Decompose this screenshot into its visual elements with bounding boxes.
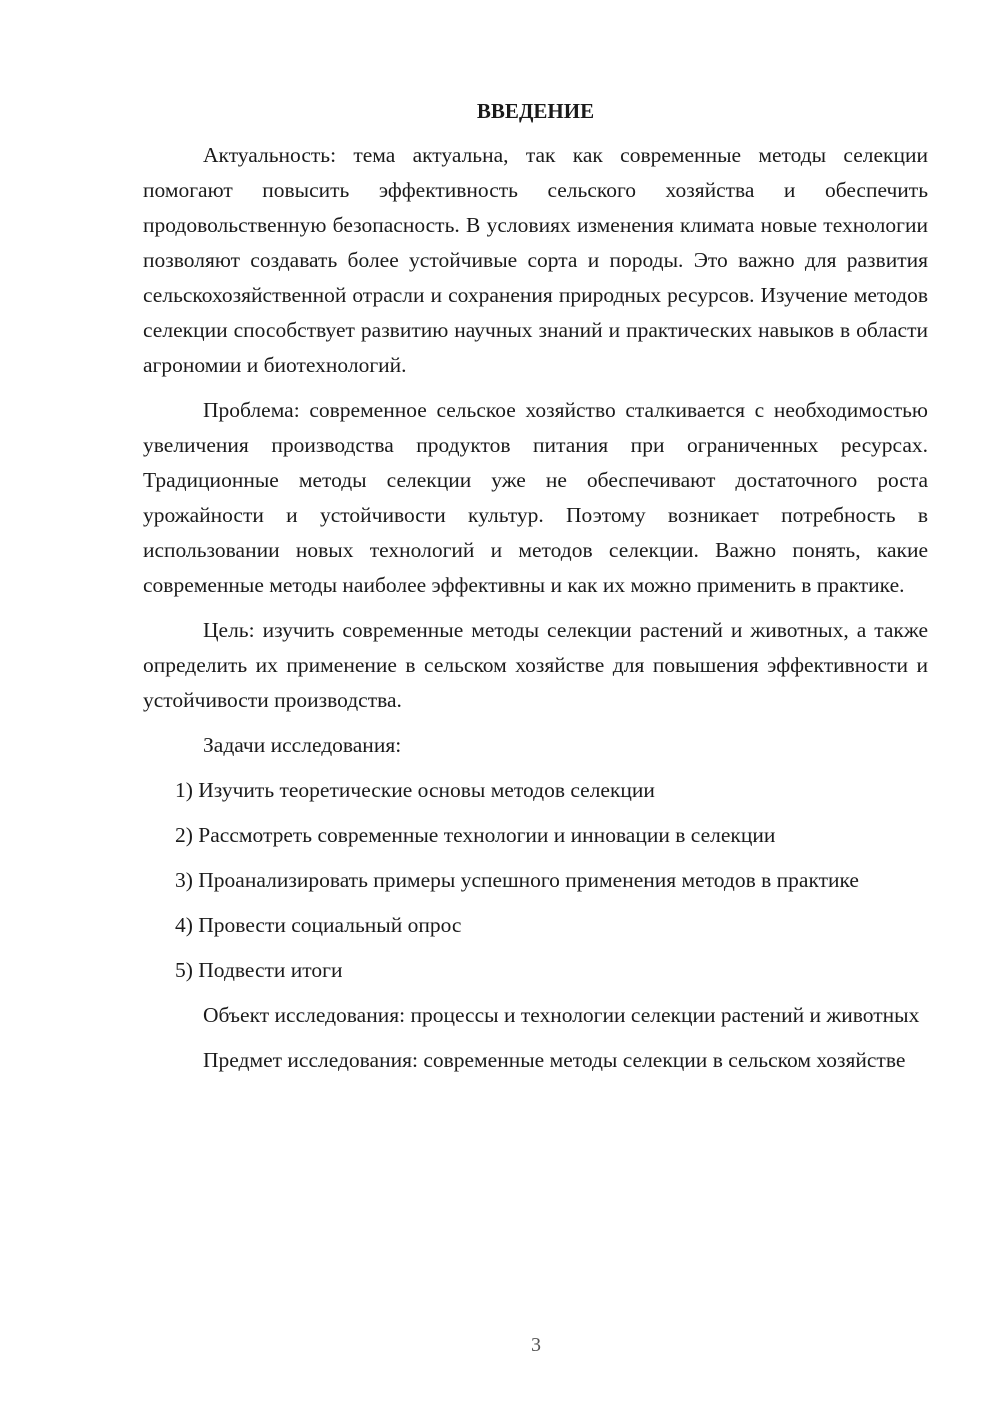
goal-paragraph: Цель: изучить современные методы селекции растений и животных, а также определить их применение в сельском хозяйстве для повышения эффективности и устойчивости производства.	[143, 618, 928, 712]
list-item: 3) Проанализировать примеры успешного применения методов в практике	[175, 868, 859, 892]
problem-paragraph: Проблема: современное сельское хозяйство сталкивается с необходимостью увеличения производства продуктов питания при ограниченных ресурсах. Традиционные методы селекции уже не обеспечивают достаточного роста урожайности и устойчивости культур. Поэтому возникает потребность в использовании новых технологий и методов селекции. Важно понять, какие современные методы наиболее эффективны и как их можно применить в практике.	[143, 398, 928, 597]
section-title: ВВЕДЕНИЕ	[476, 99, 595, 123]
document-page	[143, 96, 928, 1088]
relevance-paragraph: Актуальность: тема актуальна, так как современные методы селекции помогают повысить эффективность сельского хозяйства и обеспечить продовольственную безопасность. В условиях изменения климата новые технологии позволяют создавать более устойчивые сорта и породы. Это важно для развития сельскохозяйственной отрасли и сохранения природных ресурсов. Изучение методов селекции способствует развитию научных знаний и практических навыков в области агрономии и биотехнологий.	[143, 143, 928, 377]
tasks-list	[143, 773, 928, 988]
list-item: 1) Изучить теоретические основы методов селекции	[175, 778, 655, 802]
subject-paragraph: Предмет исследования: современные методы селекции в сельском хозяйстве	[203, 1048, 906, 1072]
page-number: 3	[531, 1334, 541, 1356]
list-item: 5) Подвести итоги	[175, 958, 343, 982]
object-paragraph: Объект исследования: процессы и технологии селекции растений и животных	[203, 1003, 920, 1027]
tasks-heading: Задачи исследования:	[203, 733, 402, 757]
list-item: 2) Рассмотреть современные технологии и инновации в селекции	[175, 823, 776, 847]
list-item: 4) Провести социальный опрос	[175, 913, 462, 937]
